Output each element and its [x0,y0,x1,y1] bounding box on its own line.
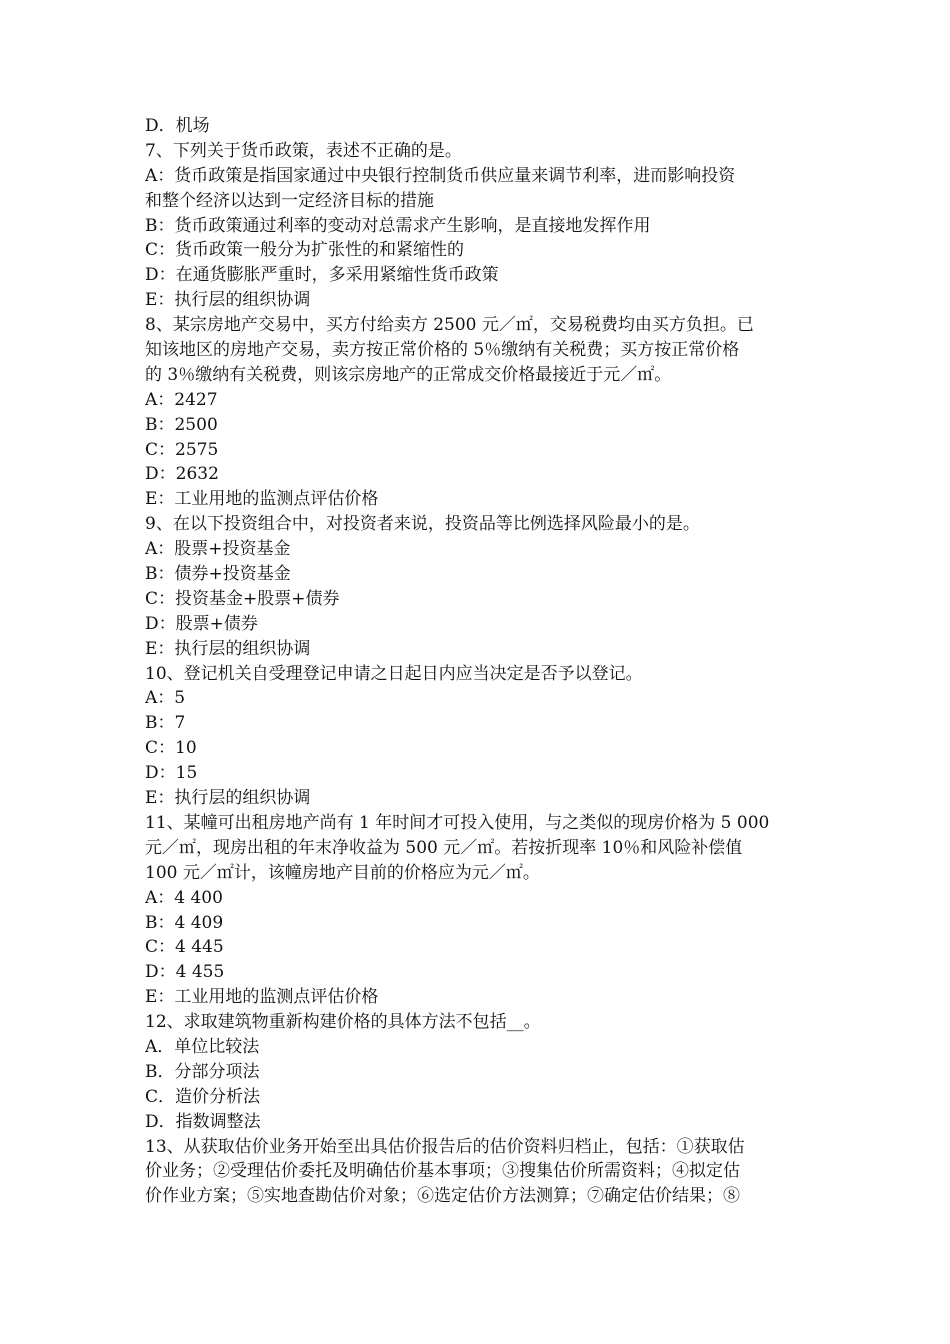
question-title: 10、登记机关自受理登记申请之日起日内应当决定是否予以登记。 [145,663,643,684]
question-title-continued: 价作业方案；⑤实地查勘估价对象；⑥选定估价方法测算；⑦确定估价结果；⑧ [145,1186,740,1207]
option-line: B．分部分项法 [145,1061,260,1082]
option-line: E：工业用地的监测点评估价格 [145,987,379,1008]
option-line: D：2632 [145,464,219,485]
option-line: C：4 445 [145,937,224,958]
question-title: 12、求取建筑物重新构建价格的具体方法不包括__。 [145,1012,541,1033]
option-line: E：执行层的组织协调 [145,788,311,809]
option-line: C：2575 [145,439,219,460]
question-title: 11、某幢可出租房地产尚有 1 年时间才可投入使用，与之类似的现房价格为 5 000 [145,812,770,833]
option-line: E：执行层的组织协调 [145,290,311,311]
option-line: B：债券+投资基金 [145,564,291,585]
option-line: A：2427 [145,389,218,410]
option-line: A：股票+投资基金 [145,539,291,560]
option-line: D：股票+债券 [145,613,258,634]
option-line: C：投资基金+股票+债券 [145,588,340,609]
question-title-continued: 价业务；②受理估价委托及明确估价基本事项；③搜集估价所需资料；④拟定估 [145,1161,740,1182]
question-title-continued: 元／㎡，现房出租的年末净收益为 500 元／㎡。若按折现率 10％和风险补偿值 [145,837,743,858]
option-line: D：在通货膨胀严重时，多采用紧缩性货币政策 [145,265,499,286]
question-title: 7、下列关于货币政策，表述不正确的是。 [145,140,462,161]
option-line-continued: 和整个经济以达到一定经济目标的措施 [145,190,434,211]
option-line: B：货币政策通过利率的变动对总需求产生影响，是直接地发挥作用 [145,215,651,236]
question-title: 13、从获取估价业务开始至出具估价报告后的估价资料归档止，包括：①获取估 [145,1136,745,1157]
option-line: D：15 [145,763,198,784]
option-line: A：4 400 [145,887,223,908]
option-line: A：5 [145,688,186,709]
question-title-continued: 知该地区的房地产交易，卖方按正常价格的 5％缴纳有关税费；买方按正常价格 [145,340,740,361]
option-line: C：10 [145,738,197,759]
option-line: C：货币政策一般分为扩张性的和紧缩性的 [145,240,465,261]
option-line: B：2500 [145,414,218,435]
question-title-continued: 的 3％缴纳有关税费，则该宗房地产的正常成交价格最接近于元／㎡。 [145,364,672,385]
option-line: C．造价分析法 [145,1086,261,1107]
option-line: A．单位比较法 [145,1036,260,1057]
option-line: B：7 [145,713,186,734]
option-line: D：4 455 [145,962,225,983]
text-line: D．机场 [145,116,210,136]
option-line: B：4 409 [145,912,224,933]
question-title: 8、某宗房地产交易中，买方付给卖方 2500 元／㎡，交易税费均由买方负担。已 [145,315,754,336]
option-line: E：工业用地的监测点评估价格 [145,489,379,510]
question-title: 9、在以下投资组合中，对投资者来说，投资品等比例选择风险最小的是。 [145,514,700,535]
option-line: D．指数调整法 [145,1111,261,1132]
option-line: A：货币政策是指国家通过中央银行控制货币供应量来调节利率，进而影响投资 [145,165,736,186]
option-line: E：执行层的组织协调 [145,638,311,659]
document-page [145,114,813,1209]
question-title-continued: 100 元／㎡计，该幢房地产目前的价格应为元／㎡。 [145,862,540,883]
